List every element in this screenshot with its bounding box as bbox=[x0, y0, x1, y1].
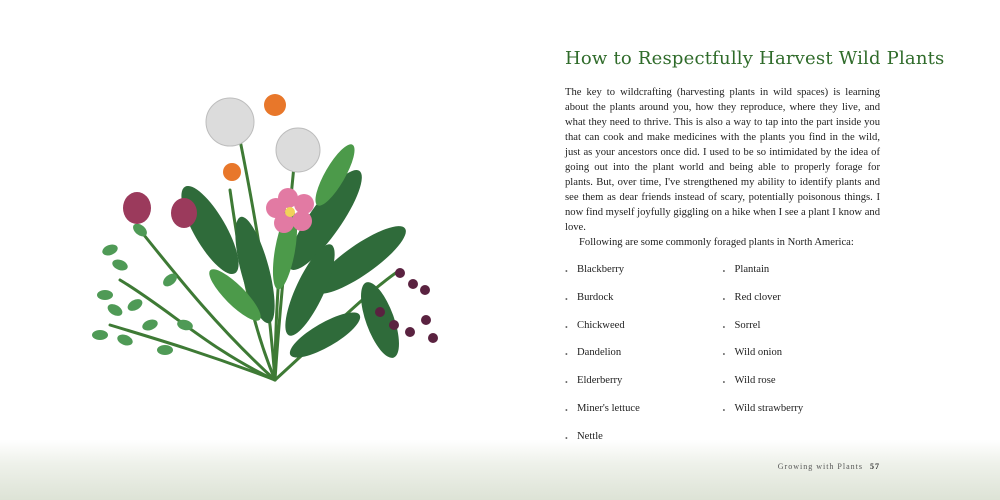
bullet-icon: • bbox=[565, 378, 568, 388]
bullet-icon: • bbox=[565, 433, 568, 443]
list-item: • Red clover bbox=[723, 292, 881, 320]
intro-paragraph: The key to wildcrafting (harvesting plants in wild spaces) is learning about the plants around you, how they reproduce, where they live, and what they need to thrive. This is also a way to tap into the part inside you that can cook and make medicines with the plants you find in the wild, just as your ancestors once did. I used to be so intimidated by the idea of going out into the plant world and being able to properly forage for plants. But, over time, I've strengthened my ability to identify plants and see them as dear friends instead of scary, potentially poisonous things. I now find myself joyfully giggling on a hike when I see a plant I know and love. bbox=[565, 87, 880, 233]
list-item: • Chickweed bbox=[565, 320, 723, 348]
bullet-icon: • bbox=[565, 267, 568, 276]
plant-lists bbox=[565, 264, 880, 459]
list-item: • Burdock bbox=[565, 292, 723, 320]
wild-plants-illustration bbox=[80, 80, 460, 400]
bullet-icon: • bbox=[722, 294, 726, 304]
list-item: • Plantain bbox=[723, 264, 881, 292]
list-item: • Wild onion bbox=[723, 347, 881, 375]
plant-list-left bbox=[565, 264, 723, 459]
bullet-icon: • bbox=[565, 350, 568, 360]
plant-list-right bbox=[723, 264, 881, 459]
list-item: • Blackberry bbox=[565, 264, 723, 292]
bullet-icon: • bbox=[565, 405, 568, 415]
page-title: How to Respectfully Harvest Wild Plants bbox=[565, 48, 945, 69]
bullet-icon: • bbox=[722, 405, 726, 415]
footer-section-title: Growing with Plants bbox=[777, 462, 863, 471]
bullet-icon: • bbox=[722, 350, 726, 360]
list-item: • Wild strawberry bbox=[723, 403, 881, 431]
bullet-icon: • bbox=[565, 322, 568, 332]
bullet-icon: • bbox=[722, 378, 726, 388]
list-item: • Sorrel bbox=[723, 320, 881, 348]
bullet-icon: • bbox=[722, 267, 726, 276]
bullet-icon: • bbox=[722, 322, 726, 332]
list-intro-paragraph: Following are some commonly foraged plants in North America: bbox=[579, 237, 854, 248]
list-item: • Miner's lettuce bbox=[565, 403, 723, 431]
page-number: 57 bbox=[870, 462, 880, 471]
list-item: • Nettle bbox=[565, 431, 723, 459]
list-item: • Elderberry bbox=[565, 375, 723, 403]
bullet-icon: • bbox=[565, 294, 568, 304]
text-column bbox=[565, 48, 945, 459]
page-footer bbox=[778, 462, 880, 471]
list-item: • Wild rose bbox=[723, 375, 881, 403]
list-item: • Dandelion bbox=[565, 347, 723, 375]
